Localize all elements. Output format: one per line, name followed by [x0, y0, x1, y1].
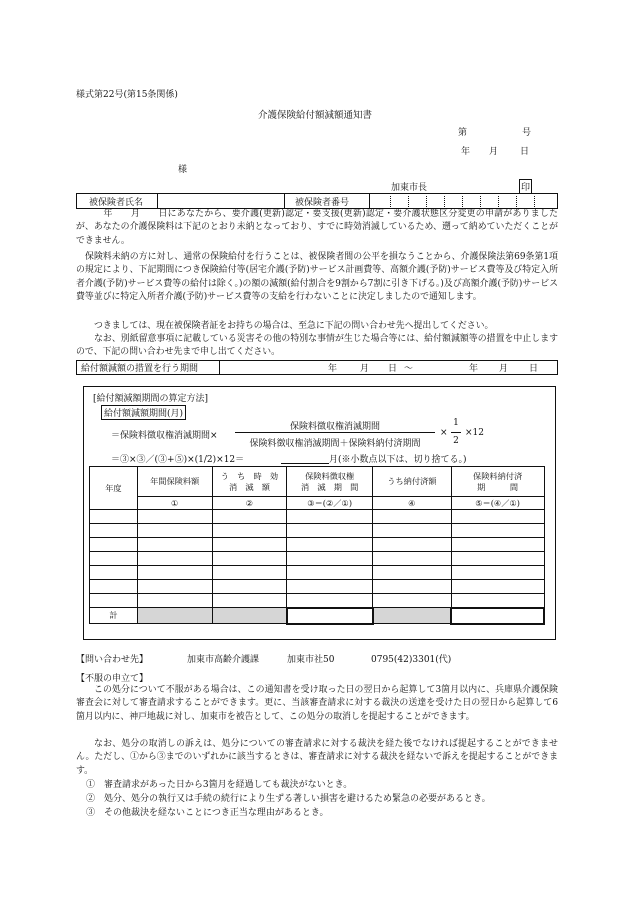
calculation-table	[89, 466, 545, 625]
half-denominator: 2	[453, 436, 459, 446]
formula-times: ×	[440, 428, 448, 438]
body-paragraph-3: つきましては、現在被保険者証をお持ちの場合は、至急に下記の問い合わせ先へ提出してください。	[94, 321, 494, 331]
col-number-1: ①	[137, 497, 212, 510]
formula-denominator: 保険料徴収権消滅期間＋保険料納付済期間	[249, 439, 421, 449]
formula-fraction-bar	[235, 432, 435, 433]
insured-number-label: 被保険者番号	[295, 198, 350, 208]
table-row	[90, 538, 545, 552]
period-start-day: 日	[388, 364, 398, 374]
calc-section-title: [給付額減額期間の算定方法]	[93, 394, 209, 404]
table-row	[90, 594, 545, 608]
period-end-year: 年	[469, 364, 479, 374]
total-expired-period-cell	[287, 608, 373, 624]
col-number-2: ②	[212, 497, 287, 510]
col-number-3: ③＝(②／①)	[287, 497, 373, 510]
table-row	[90, 566, 545, 580]
table-row	[90, 524, 545, 538]
body-paragraph-4: なお、別紙留意事項に記載している災害その他の特別な事情が生じた場合等には、給付額減額等の措置を中止しますので、下記の問い合わせ先まで申し出てください。	[76, 334, 558, 358]
insured-name-label: 被保険者氏名	[89, 198, 144, 208]
table-row	[90, 510, 545, 524]
table-row	[90, 552, 545, 566]
result-blank	[281, 463, 329, 464]
issuer-name: 加東市長	[391, 183, 428, 193]
total-gray-cell	[212, 608, 287, 624]
appeal-item-2: ② 処分、処分の執行又は手続の続行により生ずる著しい損害を避けるため緊急の必要があるとき。	[86, 794, 491, 804]
formula-line-2: ＝③×③／(③+⑤)×(1/2)×12＝	[111, 455, 245, 465]
header-fiscal-year: 年度	[90, 467, 138, 510]
header-annual-premium: 年間保険料額	[137, 467, 212, 497]
number-suffix: 号	[522, 128, 532, 138]
body-paragraph-2: 保険料未納の方に対し、通常の保険給付を行うことは、被保険者間の公平を損なうことから、介護保険法第69条第1項の規定により、下記期間につき保険給付等(居宅介護(予防)サービス計画費等、高額介護(予防)サービス費等及び特定入所者介護(予防)サービス費等の給付は除く。)の額の減額(給付割合を9割から7割に引き下げる。)及び高額介護(予防)サービス費等並びに特定入所者介護(予防)サービス費等の支給を行わないことに決定しましたので通知します。	[76, 252, 558, 303]
date-year: 年	[461, 147, 471, 157]
period-start-year: 年	[328, 364, 338, 374]
appeal-paragraph-1: この処分について不服がある場合は、この通知書を受け取った日の翌日から起算して3箇月以内に、兵庫県介護保険審査会に対して審査請求することができます。更に、当該審査請求に対する裁決の送達を受けた日の翌日から起算して6箇月以内に、神戸地裁に対し、加東市を被告として、この処分の取消しを提起することができます。	[76, 685, 558, 722]
half-fraction-bar	[451, 432, 461, 433]
contact-address: 加東市社50	[287, 655, 335, 665]
formula-numerator: 保険料徴収権消滅期間	[289, 422, 380, 432]
document-title: 介護保険給付額減額通知書	[257, 110, 372, 121]
header-expired-period: 保険料徴収権 消 滅 期 間	[287, 467, 373, 497]
form-number: 様式第22号(第15条関係)	[76, 90, 178, 100]
insured-row	[76, 193, 558, 209]
total-gray-cell	[137, 608, 212, 624]
period-end-day: 日	[529, 364, 539, 374]
total-label: 計	[90, 608, 138, 624]
body-paragraph-1: 年 月 日にあなたから、要介護(更新)認定・要支援(更新)認定・要介護状態区分変更の申請がありましたが、あなたの介護保険料は下記のとおり未納となっており、すでに時効消滅しているため、遡って納めていただくことができません。	[76, 209, 558, 246]
header-expired-amount: う ち 時 効 消 滅 額	[212, 467, 287, 497]
number-label: 第	[458, 128, 468, 138]
formula-line-2-suffix: 月(※小数点以下は、切り捨てる。)	[329, 455, 467, 465]
period-end-month: 月	[499, 364, 509, 374]
period-row	[76, 360, 558, 375]
total-paid-period-cell	[451, 608, 544, 624]
half-numerator: 1	[453, 418, 459, 428]
header-paid-period: 保険料納付済 期 間	[451, 467, 544, 497]
contact-phone: 0795(42)3301(代)	[371, 655, 452, 665]
contact-label: 【問い合わせ先】	[76, 655, 149, 665]
addressee-suffix: 様	[178, 165, 188, 175]
formula-times12: ×12	[465, 428, 484, 438]
calc-period-label: 給付額減額期間(月)	[101, 405, 186, 420]
period-start-month: 月	[360, 364, 370, 374]
header-paid-amount: うち納付済額	[373, 467, 452, 497]
col-number-5: ⑤＝(④／①)	[451, 497, 544, 510]
total-row	[90, 608, 545, 624]
date-month: 月	[489, 147, 499, 157]
contact-department: 加東市高齢介護課	[187, 655, 260, 665]
formula-prefix: ＝保険料徴収権消滅期間×	[111, 431, 218, 441]
appeal-paragraph-2: なお、処分の取消しの訴えは、処分についての審査請求に対する裁決を経た後でなければ提起することができません。ただし、①から③までのいずれかに該当するときは、審査請求に対する裁決を経ないで訴えを提起することができます。	[76, 739, 558, 776]
date-day: 日	[520, 147, 530, 157]
period-tilde: ～	[404, 364, 414, 374]
seal-mark: 印	[519, 179, 532, 194]
total-gray-cell	[373, 608, 452, 624]
appeal-title: 【不服の申立て】	[76, 674, 149, 684]
appeal-item-1: ① 審査請求があった日から3箇月を経過しても裁決がないとき。	[86, 780, 353, 790]
table-row	[90, 580, 545, 594]
col-number-4: ④	[373, 497, 452, 510]
period-label: 給付額減額の措置を行う期間	[81, 364, 199, 374]
appeal-item-3: ③ その他裁決を経ないことにつき正当な理由があるとき。	[86, 808, 329, 818]
